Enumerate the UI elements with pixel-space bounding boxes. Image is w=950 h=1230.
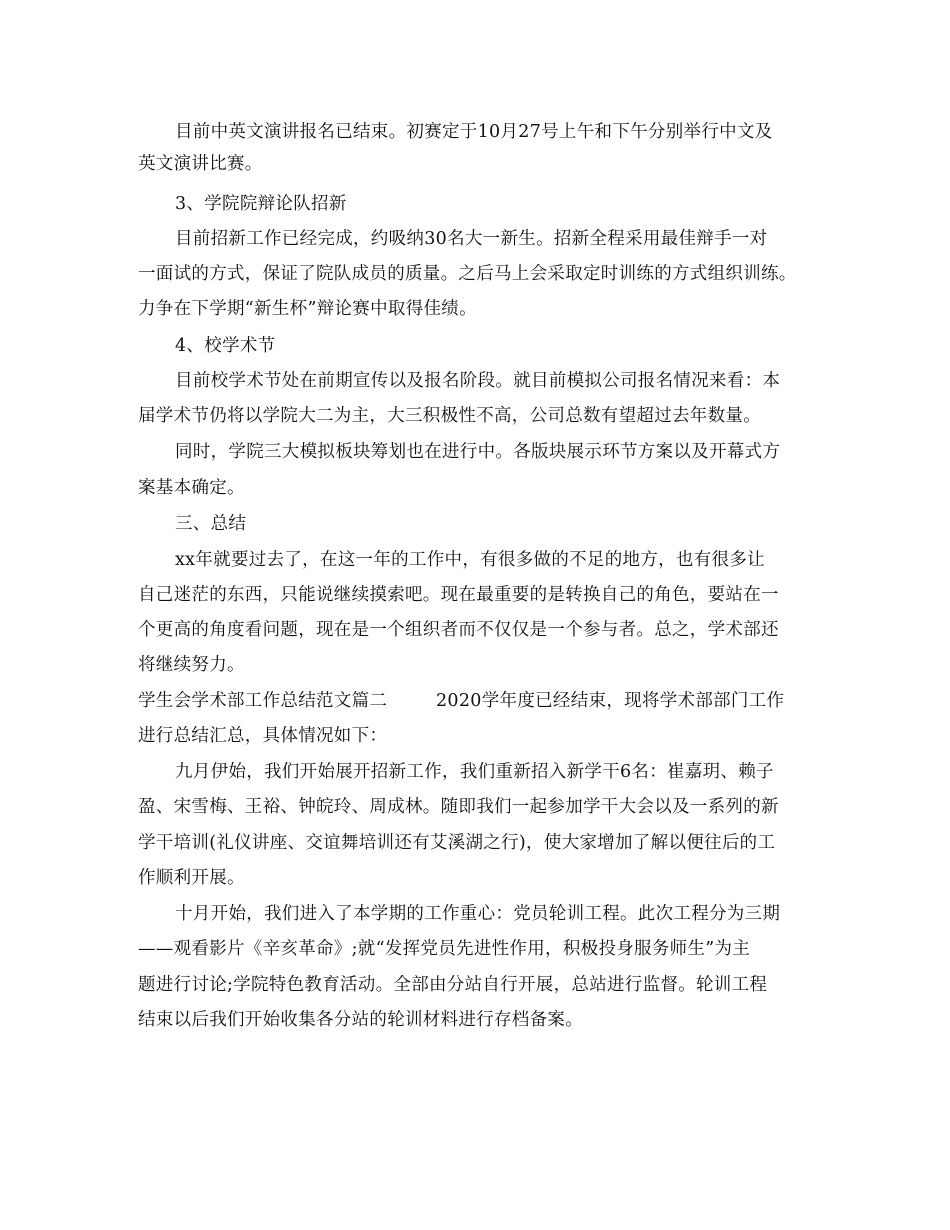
paragraph-line: ——观看影片《辛亥革命》;就“发挥党员先进性作用，积极投身服务师生”为主 <box>138 939 751 959</box>
paragraph-line: 自己迷茫的东西，只能说继续摸索吧。现在最重要的是转换自己的角色，要站在一 <box>138 585 779 605</box>
paragraph-line: 个更高的角度看问题，现在是一个组织者而不仅仅是一个参与者。总之，学术部还 <box>138 620 779 640</box>
paragraph-line: 同时，学院三大模拟板块筹划也在进行中。各版块展示环节方案以及开幕式方 <box>175 442 781 462</box>
paragraph-line: xx年就要过去了，在这一年的工作中，有很多做的不足的地方，也有很多让 <box>175 550 765 570</box>
section-heading: 三、总结 <box>175 514 247 534</box>
section-heading: 3、学院院辩论队招新 <box>175 194 347 214</box>
paragraph-line: 作顺利开展。 <box>138 868 245 888</box>
section-heading: 4、校学术节 <box>175 336 276 356</box>
paragraph-line: 目前中英文演讲报名已结束。初赛定于10月27号上午和下午分别举行中文及 <box>175 122 773 142</box>
paragraph-line: 目前招新工作已经完成，约吸纳30名大一新生。招新全程采用最佳辩手一对 <box>175 229 768 249</box>
paragraph-line: 英文演讲比赛。 <box>138 154 263 174</box>
paragraph-line: 案基本确定。 <box>138 478 245 498</box>
article-title: 学生会学术部工作总结范文篇二 <box>138 691 388 711</box>
paragraph-line: 力争在下学期“新生杯”辩论赛中取得佳绩。 <box>138 299 477 319</box>
paragraph-line: 目前校学术节处在前期宣传以及报名阶段。就目前模拟公司报名情况来看：本 <box>175 371 781 391</box>
paragraph-line: 学干培训(礼仪讲座、交谊舞培训还有艾溪湖之行)，使大家增加了解以便往后的工 <box>138 833 776 853</box>
paragraph-line: 结束以后我们开始收集各分站的轮训材料进行存档备案。 <box>138 1010 583 1030</box>
paragraph-line: 盈、宋雪梅、王裕、钟皖玲、周成林。随即我们一起参加学干大会以及一系列的新 <box>138 797 779 817</box>
paragraph-line: 将继续努力。 <box>138 655 245 675</box>
paragraph-line: 进行总结汇总，具体情况如下： <box>138 726 388 746</box>
paragraph-line: 十月开始，我们进入了本学期的工作重心：党员轮训工程。此次工程分为三期 <box>175 904 781 924</box>
paragraph-line: 题进行讨论;学院特色教育活动。全部由分站自行开展，总站进行监督。轮训工程 <box>138 975 768 995</box>
paragraph-line: 2020学年度已经结束，现将学术部部门工作 <box>436 691 785 711</box>
paragraph-line: 一面试的方式，保证了院队成员的质量。之后马上会采取定时训练的方式组织训练。 <box>138 264 797 284</box>
paragraph-line: 九月伊始，我们开始展开招新工作，我们重新招入新学干6名：崔嘉玥、赖子 <box>175 762 774 782</box>
paragraph-line: 届学术节仍将以学院大二为主，大三积极性不高，公司总数有望超过去年数量。 <box>138 406 761 426</box>
